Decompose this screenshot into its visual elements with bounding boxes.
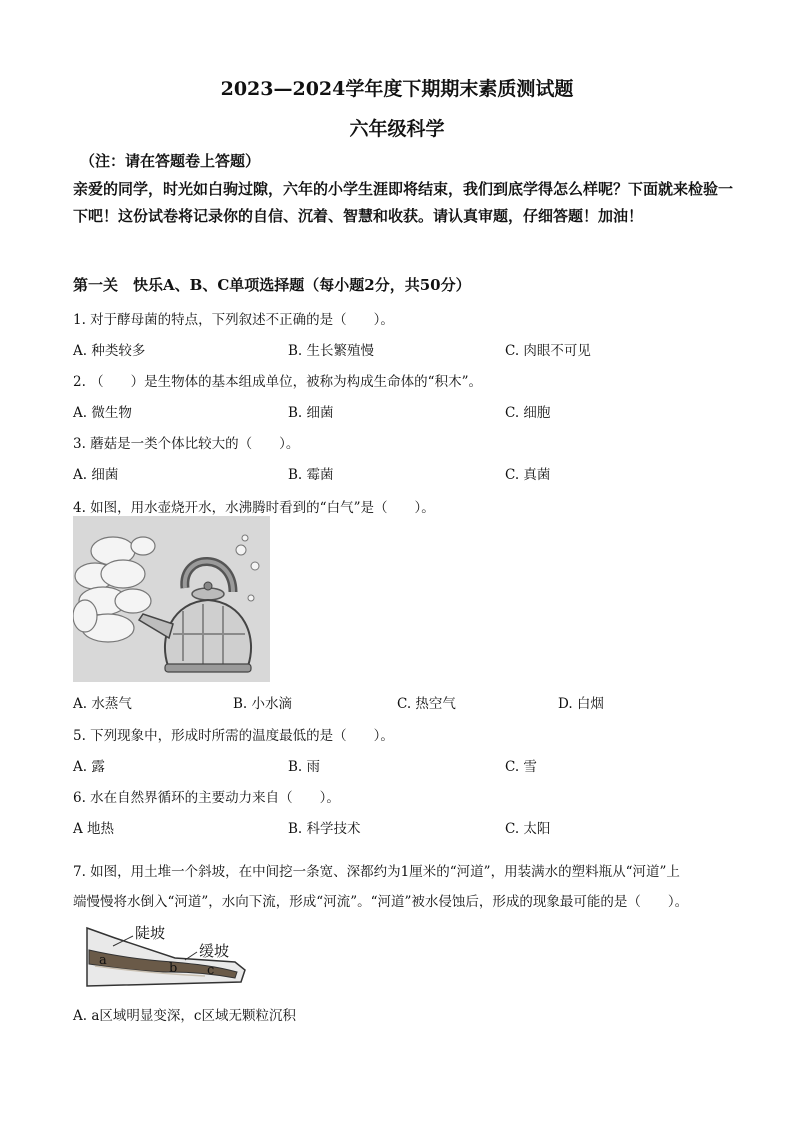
question-3-option-a[interactable]: A. 细菌	[73, 467, 119, 483]
steep-slope-label: 陡坡	[135, 924, 166, 942]
question-1-option-c[interactable]: C. 肉眼不可见	[505, 343, 591, 359]
region-a-label: a	[99, 953, 107, 968]
answer-note: （注：请在答题卷上答题）	[80, 152, 261, 170]
question-1-option-b[interactable]: B. 生长繁殖慢	[288, 343, 375, 359]
question-4-option-c[interactable]: C. 热空气	[397, 696, 456, 712]
question-6-stem: 6. 水在自然界循环的主要动力来自（ ）。	[73, 790, 340, 806]
question-6-option-a[interactable]: A 地热	[73, 821, 115, 837]
question-5-option-a[interactable]: A. 露	[73, 759, 105, 775]
page-title: 2023—2024学年度下期期末素质测试题	[220, 78, 574, 100]
question-2-option-c[interactable]: C. 细胞	[505, 405, 551, 421]
question-2-stem: 2. （ ）是生物体的基本组成单位，被称为构成生命体的“积木”。	[73, 374, 482, 390]
kettle-base	[165, 664, 251, 672]
question-7-stem-line2: 端慢慢将水倒入“河道”，水向下流，形成“河流”。“河道”被水侵蚀后，形成的现象最可能的是（ ）。	[73, 894, 689, 910]
question-2-option-a[interactable]: A. 微生物	[73, 405, 132, 421]
question-3-option-c[interactable]: C. 真菌	[505, 467, 551, 483]
question-4-option-a[interactable]: A. 水蒸气	[73, 696, 132, 712]
question-1-stem: 1. 对于酵母菌的特点，下列叙述不正确的是（ ）。	[73, 312, 394, 328]
question-5-option-b[interactable]: B. 雨	[288, 759, 321, 775]
question-7-option-a[interactable]: A. a区域明显变深，c区域无颗粒沉积	[73, 1008, 296, 1024]
question-3-option-b[interactable]: B. 霉菌	[288, 467, 334, 483]
question-6-option-b[interactable]: B. 科学技术	[288, 821, 361, 837]
gentle-slope-label: 缓坡	[199, 942, 230, 960]
page-subtitle: 六年级科学	[349, 118, 445, 140]
region-c-label: c	[207, 963, 215, 978]
question-5-stem: 5. 下列现象中，形成时所需的温度最低的是（ ）。	[73, 728, 394, 744]
kettle-figure	[73, 516, 270, 682]
question-2-option-b[interactable]: B. 细菌	[288, 405, 334, 421]
section-heading: 第一关 快乐A、B、C单项选择题（每小题2分，共50分）	[73, 276, 471, 294]
question-6-option-c[interactable]: C. 太阳	[505, 821, 551, 837]
intro-paragraph: 亲爱的同学，时光如白驹过隙，六年的小学生涯即将结束，我们到底学得怎么样呢？下面就来检验一下吧！这份试卷将记录你的自信、沉着、智慧和收获。请认真审题，仔细答题！加油！	[73, 180, 734, 225]
slope-figure	[85, 922, 255, 994]
question-1-option-a[interactable]: A. 种类较多	[73, 343, 146, 359]
question-5-option-c[interactable]: C. 雪	[505, 759, 537, 775]
question-4-option-b[interactable]: B. 小水滴	[233, 696, 293, 712]
region-b-label: b	[169, 961, 178, 976]
question-4-stem: 4. 如图，用水壶烧开水，水沸腾时看到的“白气”是（ ）。	[73, 500, 435, 516]
question-4-option-d[interactable]: D. 白烟	[558, 696, 604, 712]
question-3-stem: 3. 蘑菇是一类个体比较大的（ ）。	[73, 436, 300, 452]
question-7-stem-line1: 7. 如图，用土堆一个斜坡，在中间挖一条宽、深都约为1厘米的“河道”，用装满水的塑料瓶从“河道”上	[73, 864, 680, 880]
